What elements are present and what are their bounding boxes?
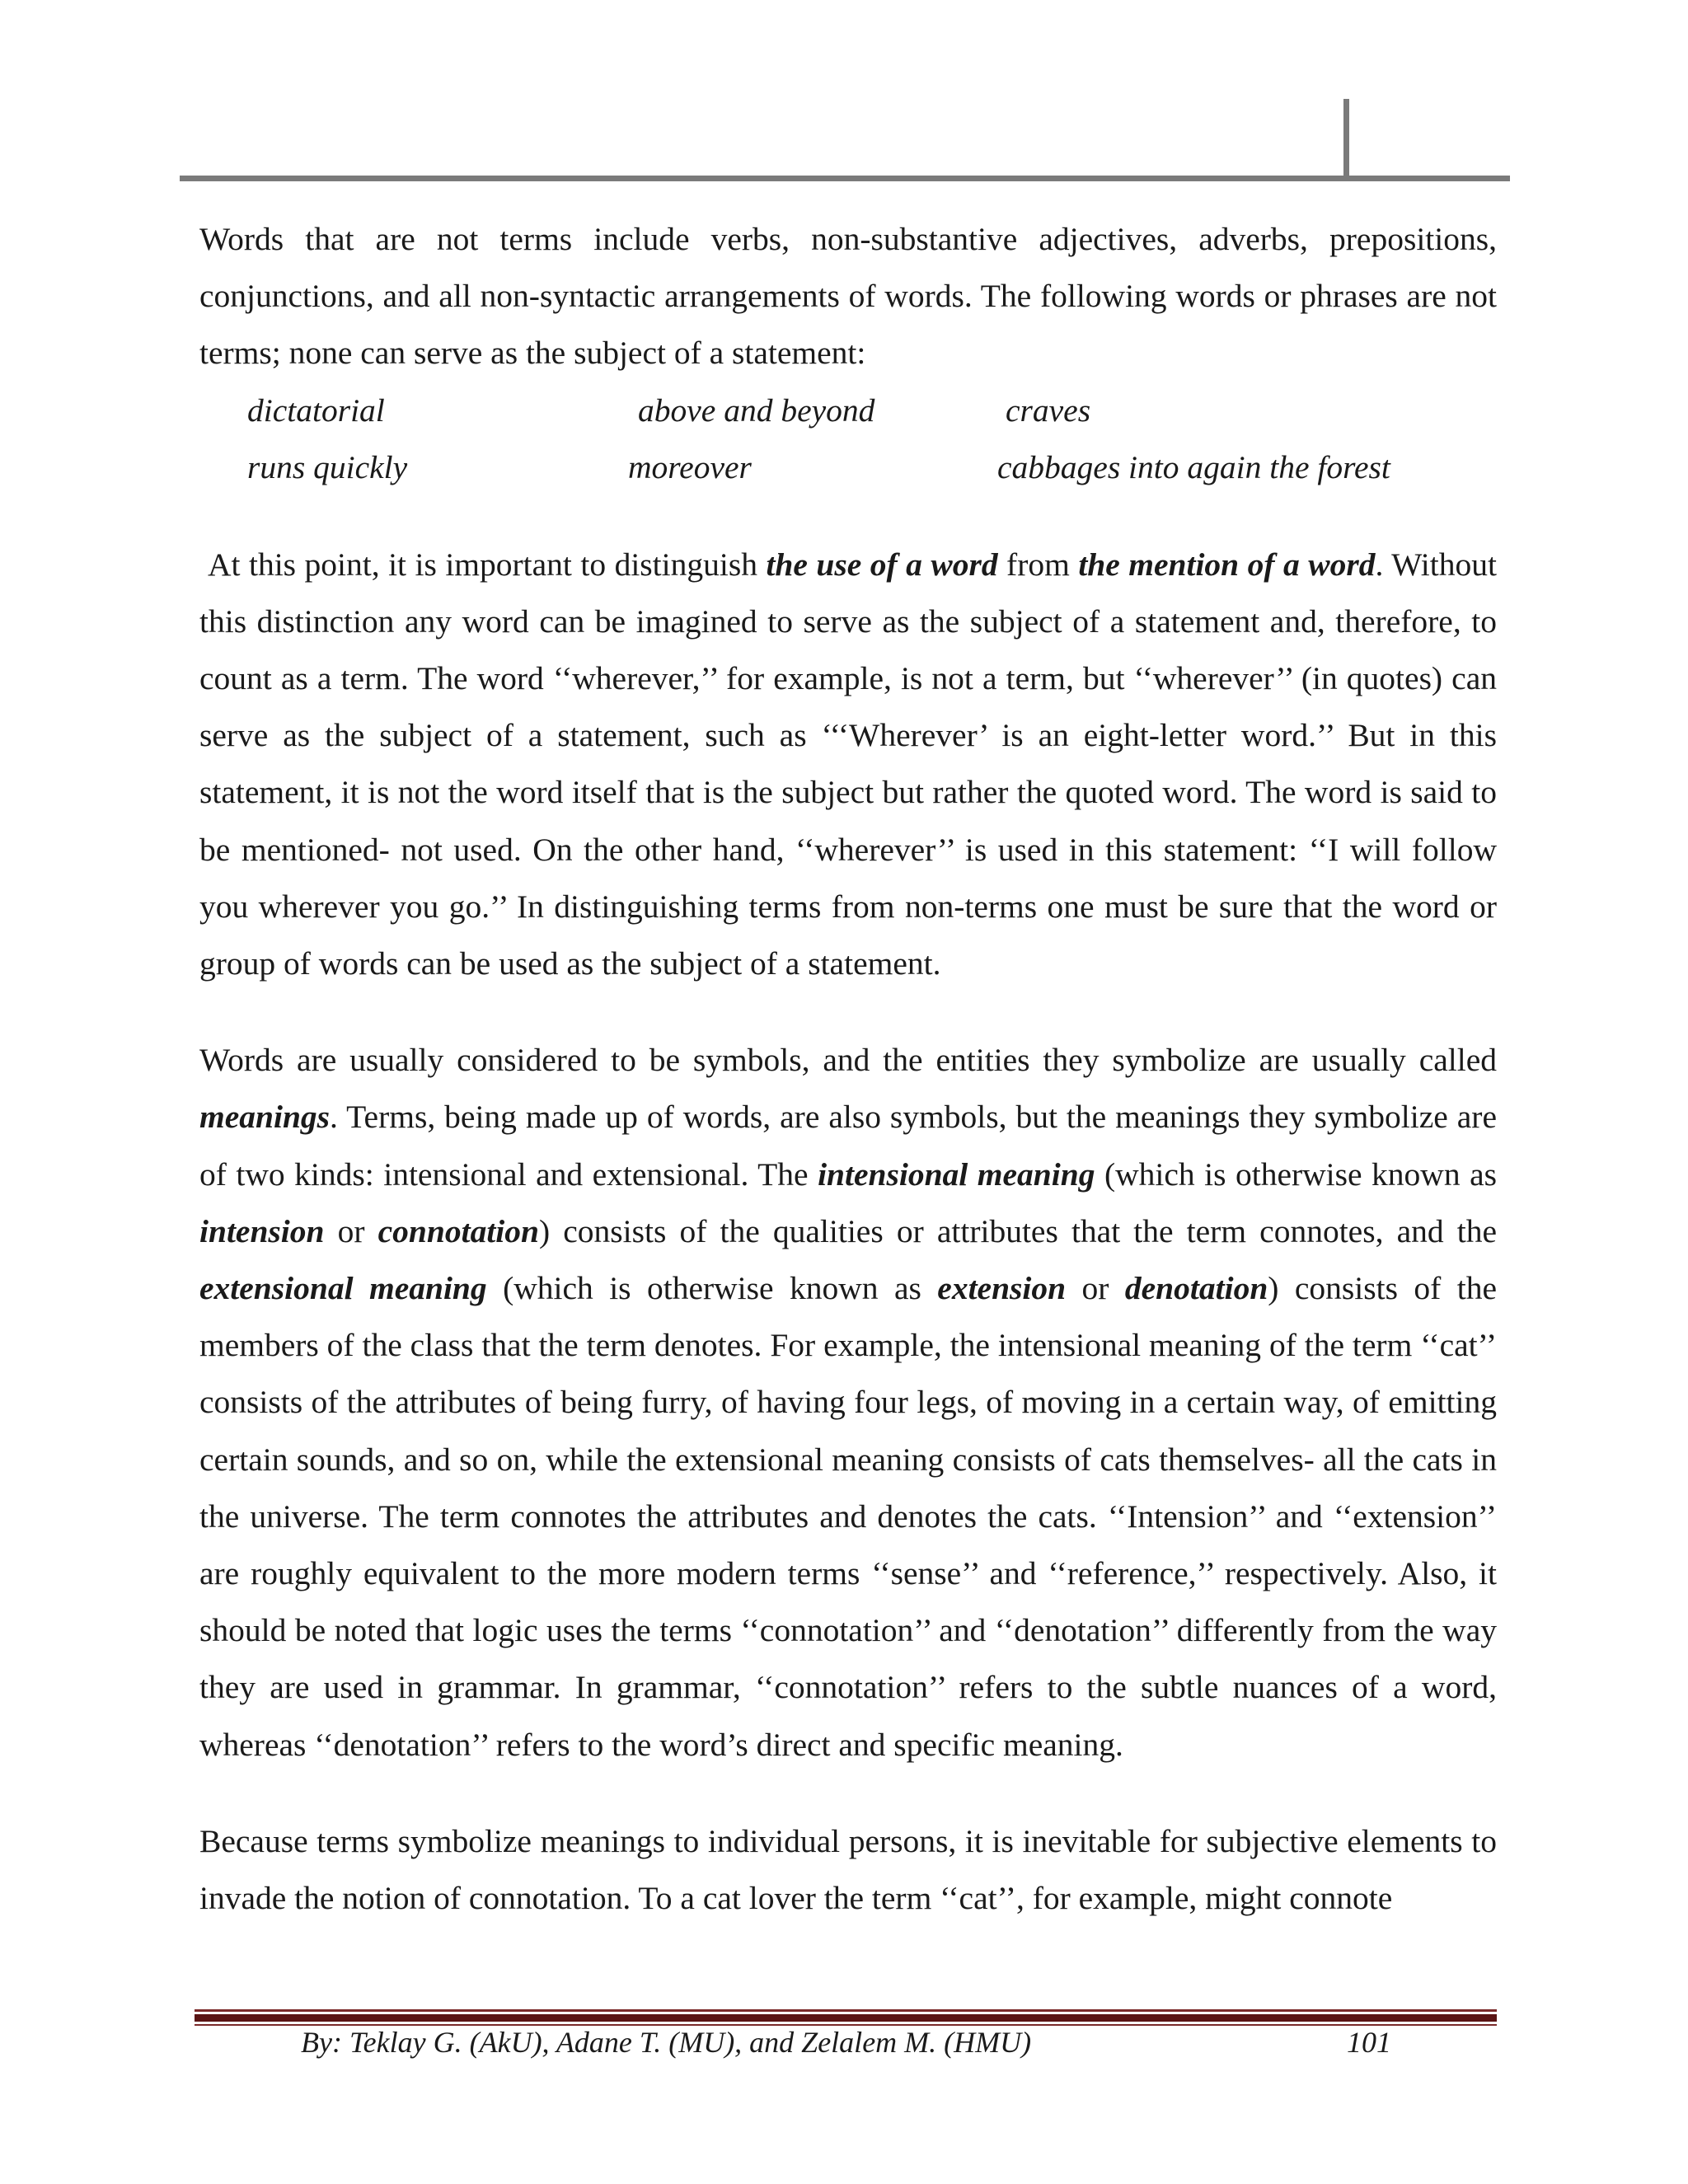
text-span: ) consists of the qualities or attributes that the term connotes, and the — [538, 1212, 1497, 1249]
example-item: dictatorial — [247, 391, 385, 429]
emphasis-connotation: connotation — [377, 1212, 539, 1249]
page-content — [199, 211, 1497, 1927]
example-item: runs quickly — [247, 448, 408, 485]
page-number: 101 — [1347, 2026, 1391, 2059]
paragraph-meanings — [199, 1032, 1497, 1774]
text-span: At this point, it is important to distinguish — [208, 546, 767, 583]
text-span: . Without this distinction any word can be imagined to serve as the subject of a statement and, therefore, to count as a term. The word ‘‘wherever,’’ for example, is not a term, but ‘‘wherever’’ (in quotes) can serve as the subject of a statement, such as ‘‘‘Wherever’ is an eight-letter word.’’ But in this statement, it is not the word itself that is the subject but rather the quoted word. The word is said to be mentioned- not used. On the other hand, ‘‘wherever’’ is used in this statement: ‘‘I will follow you wherever you go.’’ In distinguishing terms from non-terms one must be sure that the word or group of words can be used as the subject of a statement. — [199, 546, 1497, 982]
example-item: above and beyond — [638, 391, 875, 429]
text-span: ) consists of the members of the class that the term denotes. For example, the intensional meaning of the term ‘‘cat’’ consists of the attributes of being furry, of having four legs, of moving in a certain way, of emitting certain sounds, and so on, while the extensional meaning consists of cats themselves- all the cats in the universe. The term connotes the attributes and denotes the cats. ‘‘Intension’’ and ‘‘extension’’ are roughly equivalent to the more modern terms ‘‘sense’’ and ‘‘reference,’’ respectively. Also, it should be noted that logic uses the terms ‘‘connotation’’ and ‘‘denotation’’ differently from the way they are used in grammar. In grammar, ‘‘connotation’’ refers to the subtle nuances of a word, whereas ‘‘denotation’’ refers to the word’s direct and specific meaning. — [199, 1270, 1498, 1763]
text-span: (which is otherwise known as — [486, 1270, 938, 1307]
text-span: . Terms, being made up of words, are also symbols, but the meanings they symbolize are of two kinds: intensional and extensional. The — [199, 1099, 1497, 1193]
text-span: Words are usually considered to be symbols, and the entities they symbolize are usually called — [199, 1042, 1497, 1079]
emphasis-meanings: meanings — [199, 1099, 331, 1136]
emphasis-intensional-meaning: intensional meaning — [818, 1155, 1095, 1193]
emphasis-denotation: denotation — [1124, 1270, 1268, 1307]
emphasis-intension: intension — [199, 1212, 325, 1249]
text-span: or — [324, 1212, 378, 1249]
paragraph-use-mention — [199, 537, 1497, 993]
example-item: cabbages into again the forest — [997, 448, 1390, 485]
emphasis-extensional-meaning: extensional meaning — [199, 1270, 487, 1307]
example-item: craves — [1006, 391, 1091, 429]
footer-rule — [195, 2009, 1497, 2012]
paragraph-non-terms: Words that are not terms include verbs, non-substantive adjectives, adverbs, prepositions, conjunctions, and all non-syntactic arrangements of words. The following words or phrases are not terms; none can serve as the subject of a statement: — [199, 221, 1497, 372]
example-item: moreover — [628, 448, 752, 485]
header-tick — [1343, 99, 1349, 180]
header-rule — [180, 176, 1510, 181]
text-span: or — [1066, 1270, 1125, 1307]
text-span: from — [997, 546, 1079, 583]
paragraph-subjective: Because terms symbolize meanings to individual persons, it is inevitable for subjective elements to invade the notion of connotation. To a cat lover the term ‘‘cat’’, for example, might connote — [199, 1822, 1497, 1917]
non-term-examples — [199, 382, 1497, 497]
footer-authors: By: Teklay G. (AkU), Adane T. (MU), and Zelalem M. (HMU) — [301, 2026, 1032, 2059]
emphasis-mention: the mention of a word — [1078, 546, 1376, 583]
emphasis-extension: extension — [937, 1270, 1067, 1307]
text-span: (which is otherwise known as — [1095, 1155, 1497, 1193]
emphasis-use: the use of a word — [766, 546, 998, 583]
